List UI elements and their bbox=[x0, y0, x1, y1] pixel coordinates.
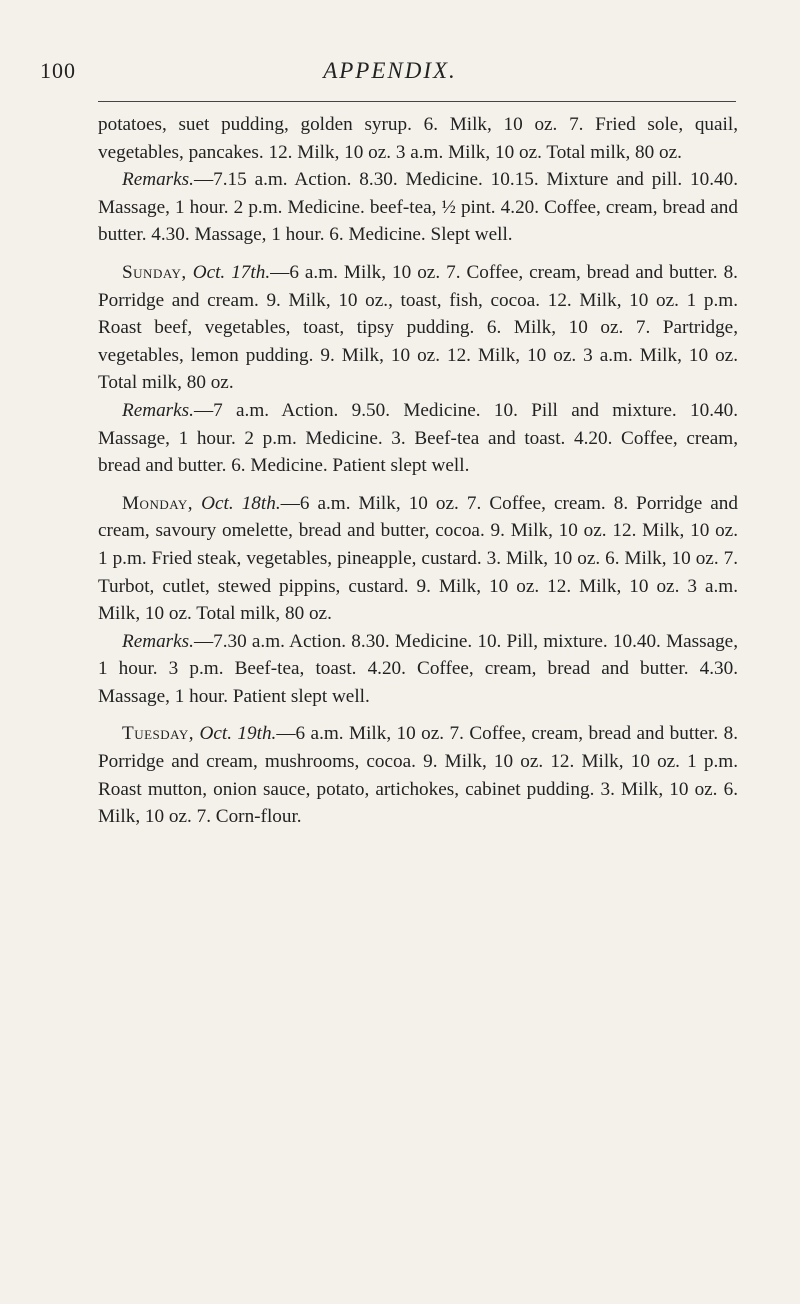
paragraph-tuesday-oct-19 bbox=[98, 720, 738, 830]
paragraph-remarks-oct-18 bbox=[98, 628, 738, 711]
remarks-label: Remarks. bbox=[122, 399, 194, 421]
running-head bbox=[40, 58, 740, 92]
remarks-label: Remarks. bbox=[122, 630, 194, 652]
body-text bbox=[98, 111, 738, 831]
date-label: Oct. 18th. bbox=[201, 492, 281, 514]
page-number: 100 bbox=[40, 58, 76, 83]
day-label: Tuesday, bbox=[122, 723, 195, 745]
paragraph-sunday-oct-17 bbox=[98, 259, 738, 397]
day-label: Monday, bbox=[122, 492, 194, 514]
paragraph-continuation bbox=[98, 111, 738, 166]
date-label: Oct. 19th. bbox=[199, 723, 277, 745]
paragraph-text: —6 a.m. Milk, 10 oz. 7. Coffee, cream, bread and butter. 8. Porridge and cream. 9. Milk, 10 oz., toast, fish, cocoa. 12. Milk, 10 oz. 1 p.m. Roast beef, vegetables, toast, tipsy pudding. 6. Milk, 10 oz. 7. Partridge, vegetables, lemon pudding. 9. Milk, 10 oz. 12. Milk, 10 oz. 3 a.m. Milk, 10 oz. Total milk, 80 oz. bbox=[98, 261, 738, 394]
header-rule bbox=[98, 101, 736, 102]
day-label: Sunday, bbox=[122, 261, 187, 283]
paragraph-text: —7.30 a.m. Action. 8.30. Medicine. 10. Pill, mixture. 10.40. Massage, 1 hour. 3 p.m. Beef-tea, toast. 4.20. Coffee, cream, bread and butter. 4.30. Massage, 1 hour. Patient slept well. bbox=[98, 630, 738, 707]
paragraph-remarks-oct-16 bbox=[98, 166, 738, 249]
paragraph-text: —7.15 a.m. Action. 8.30. Medicine. 10.15. Mixture and pill. 10.40. Massage, 1 hour. 2 p.m. Medicine. beef-tea, ½ pint. 4.20. Coffee, cream, bread and butter. 4.30. Massage, 1 hour. 6. Medicine. Slept well. bbox=[98, 169, 738, 246]
paragraph-text: —7 a.m. Action. 9.50. Medicine. 10. Pill and mixture. 10.40. Massage, 1 hour. 2 p.m. Medicine. 3. Beef-tea and toast. 4.20. Coffee, cream, bread and butter. 6. Medicine. Patient slept well. bbox=[98, 399, 738, 477]
paragraph-text: —6 a.m. Milk, 10 oz. 7. Coffee, cream, bread and butter. 8. Porridge and cream, mushrooms, cocoa. 9. Milk, 10 oz. 12. Milk, 10 oz. 1 p.m. Roast mutton, onion sauce, potato, artichokes, cabinet pudding. 3. Milk, 10 oz. 6. Milk, 10 oz. 7. Corn-flour. bbox=[98, 723, 738, 828]
running-title: APPENDIX. bbox=[323, 58, 457, 83]
paragraph-text: potatoes, suet pudding, golden syrup. 6. Milk, 10 oz. 7. Fried sole, quail, vegetables, pancakes. 12. Milk, 10 oz. 3 a.m. Milk, 10 oz. Total milk, 80 oz. bbox=[98, 114, 738, 163]
date-label: Oct. 17th. bbox=[192, 261, 271, 283]
paragraph-monday-oct-18 bbox=[98, 490, 738, 628]
paragraph-text: —6 a.m. Milk, 10 oz. 7. Coffee, cream. 8. Porridge and cream, savoury omelette, bread and butter, cocoa. 9. Milk, 10 oz. 12. Milk, 10 oz. 1 p.m. Fried steak, vegetables, pineapple, custard. 3. Milk, 10 oz. 6. Milk, 10 oz. 7. Turbot, cutlet, stewed pippins, custard. 9. Milk, 10 oz. 12. Milk, 10 oz. 3 a.m. Milk, 10 oz. Total milk, 80 oz. bbox=[98, 492, 738, 625]
remarks-label: Remarks. bbox=[122, 169, 194, 191]
paragraph-remarks-oct-17 bbox=[98, 397, 738, 480]
